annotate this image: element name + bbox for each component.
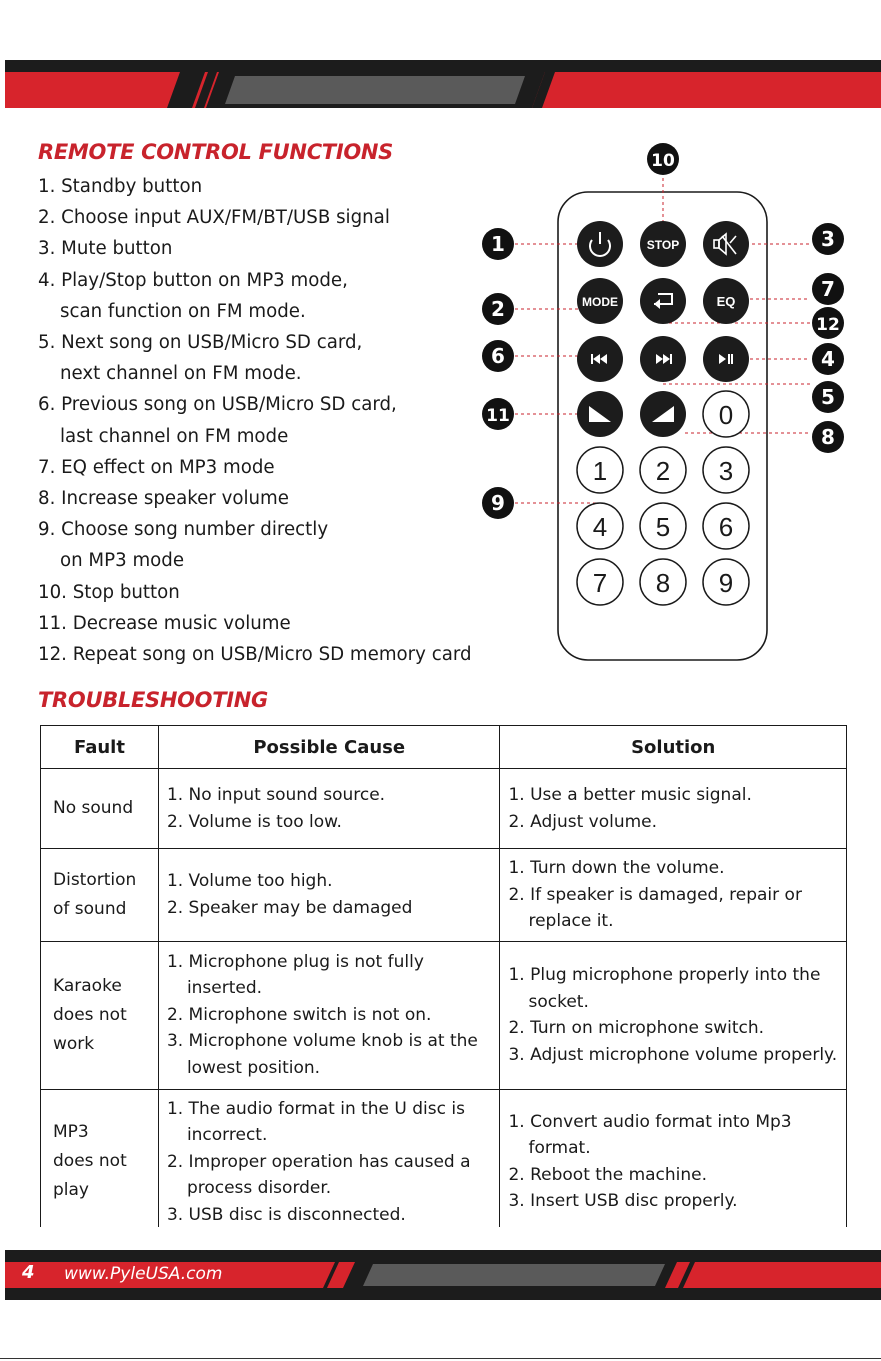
cause-cell <box>158 941 500 1089</box>
power-button <box>577 221 623 267</box>
function-item: last channel on FM mode <box>60 425 289 447</box>
digit-label: 4 <box>592 512 608 542</box>
remote-functions-title: REMOTE CONTROL FUNCTIONS <box>38 140 393 164</box>
digit-label: 5 <box>655 512 671 542</box>
fault-cell <box>41 849 159 942</box>
callout-10 <box>647 143 679 175</box>
function-item: 6. Previous song on USB/Micro SD card, <box>38 394 397 416</box>
function-item: 3. Mute button <box>38 238 173 260</box>
solution-item: 1. Turn down the volume. <box>508 858 725 878</box>
remote-control-diagram <box>470 140 870 674</box>
cause-cell <box>158 769 500 849</box>
callout-label: 4 <box>821 347 835 371</box>
fault-text: Distortion <box>53 869 137 890</box>
function-item: 4. Play/Stop button on MP3 mode, <box>38 269 348 291</box>
function-item: scan function on FM mode. <box>60 300 306 322</box>
table-header-row <box>41 726 847 769</box>
fault-text: work <box>53 1033 95 1054</box>
header-fault: Fault <box>41 726 159 769</box>
solution-item: 2. Turn on microphone switch. <box>508 1018 765 1038</box>
svg-text:MODE: MODE <box>582 295 618 309</box>
fault-cell <box>41 941 159 1089</box>
fault-cell <box>41 1089 159 1235</box>
solution-item: 1. Use a better music signal. <box>508 785 752 805</box>
callout-label: 11 <box>486 406 510 426</box>
callout-9 <box>482 487 514 519</box>
callout-label: 8 <box>821 425 835 449</box>
play-pause-button <box>703 336 749 382</box>
callout-2 <box>482 293 514 325</box>
cause-item: 2. Microphone switch is not on. <box>166 1004 432 1025</box>
digit-6-button[interactable] <box>703 503 749 549</box>
function-item: next channel on FM mode. <box>60 363 302 385</box>
mode-button <box>577 278 623 324</box>
callout-3 <box>812 223 844 255</box>
function-item: 9. Choose song number directly <box>38 519 329 541</box>
website-link[interactable]: www.PyleUSA.com <box>64 1264 223 1284</box>
cause-item: 2. Volume is too low. <box>166 811 342 832</box>
next-button <box>640 336 686 382</box>
digit-4-button[interactable] <box>577 503 623 549</box>
cause-cell <box>158 1089 500 1235</box>
function-item: 7. EQ effect on MP3 mode <box>38 456 275 478</box>
callout-label: 9 <box>491 491 505 515</box>
callout-label: 2 <box>491 297 505 321</box>
callout-label: 5 <box>821 385 835 409</box>
callout-label: 6 <box>491 344 505 368</box>
function-item: 8. Increase speaker volume <box>38 488 289 510</box>
function-item: 5. Next song on USB/Micro SD card, <box>38 332 363 354</box>
callout-label: 12 <box>816 315 840 335</box>
stop-button <box>640 221 686 267</box>
mute-button <box>703 221 749 267</box>
header-possible-cause: Possible Cause <box>158 726 500 769</box>
cause-item: 3. Microphone volume knob is at the lowest position. <box>166 1031 478 1078</box>
function-item: 2. Choose input AUX/FM/BT/USB signal <box>38 207 390 229</box>
callout-4 <box>812 343 844 375</box>
troubleshooting-title: TROUBLESHOOTING <box>38 688 268 712</box>
digit-9-button[interactable] <box>703 559 749 605</box>
function-item: 12. Repeat song on USB/Micro SD memory card <box>38 644 472 666</box>
solution-cell <box>500 769 847 849</box>
table-row <box>41 769 847 849</box>
function-item: on MP3 mode <box>60 550 185 572</box>
digit-8-button[interactable] <box>640 559 686 605</box>
svg-text:EQ: EQ <box>716 294 736 309</box>
solution-cell <box>500 941 847 1089</box>
fault-cell <box>41 769 159 849</box>
callout-12 <box>812 307 844 339</box>
fault-text: does not <box>53 1151 127 1172</box>
solution-cell <box>500 1089 847 1235</box>
header-banner <box>5 60 881 108</box>
troubleshooting-table <box>40 725 847 1235</box>
callout-label: 10 <box>651 151 675 171</box>
callout-11 <box>482 398 514 430</box>
callout-6 <box>482 340 514 372</box>
previous-button <box>577 336 623 382</box>
callout-label: 1 <box>491 232 505 256</box>
digit-label: 8 <box>655 568 671 598</box>
cause-item: 2. Improper operation has caused a process disorder. <box>166 1151 471 1198</box>
cause-item: 1. No input sound source. <box>166 785 386 805</box>
callout-8 <box>812 421 844 453</box>
callout-5 <box>812 381 844 413</box>
bottom-rule <box>0 1358 881 1359</box>
cause-item: 1. Volume too high. <box>166 871 333 892</box>
callout-label: 3 <box>821 227 835 251</box>
digit-1-button[interactable] <box>577 447 623 493</box>
solution-item: 3. Adjust microphone volume properly. <box>508 1044 838 1065</box>
callout-7 <box>812 273 844 305</box>
fault-text: does not <box>53 1004 127 1025</box>
cause-item: 3. USB disc is disconnected. <box>166 1204 406 1225</box>
cause-item: 1. Microphone plug is not fully inserted. <box>166 951 424 999</box>
digit-label: 6 <box>718 512 734 542</box>
digit-label: 2 <box>655 456 671 486</box>
digit-grid <box>577 447 749 605</box>
digit-2-button[interactable] <box>640 447 686 493</box>
table-row <box>41 941 847 1089</box>
digit-label: 3 <box>718 456 734 486</box>
fault-text: MP3 <box>53 1122 89 1143</box>
svg-text:0: 0 <box>718 400 734 430</box>
remote-functions-list <box>38 171 508 670</box>
solution-item: 3. Insert USB disc properly. <box>508 1191 738 1212</box>
solution-item: 2. If speaker is damaged, repair or replace it. <box>508 884 802 931</box>
function-item: 11. Decrease music volume <box>38 612 291 634</box>
page-number: 4 <box>22 1262 35 1283</box>
volume-down-button <box>577 391 623 437</box>
cause-cell <box>158 849 500 942</box>
digit-label: 1 <box>592 456 608 486</box>
callout-label: 7 <box>821 277 835 301</box>
digit-label: 9 <box>718 568 734 598</box>
function-item: 10. Stop button <box>38 581 180 603</box>
fault-text: Karaoke <box>53 975 122 996</box>
fault-text: No sound <box>53 798 134 818</box>
cause-item: 1. The audio format in the U disc is incorrect. <box>166 1098 465 1145</box>
digit-0-button <box>703 391 749 437</box>
solution-item: 2. Reboot the machine. <box>508 1164 708 1185</box>
digit-7-button[interactable] <box>577 559 623 605</box>
table-row <box>41 1089 847 1235</box>
repeat-button <box>640 278 686 324</box>
function-item: 1. Standby button <box>38 176 203 197</box>
svg-text:STOP: STOP <box>646 238 680 252</box>
digit-3-button[interactable] <box>703 447 749 493</box>
digit-label: 7 <box>592 568 608 598</box>
header-solution: Solution <box>500 726 847 769</box>
solution-item: 1. Convert audio format into Mp3 format. <box>508 1111 792 1159</box>
fault-text: play <box>53 1180 89 1201</box>
fault-text: of sound <box>53 898 127 919</box>
eq-button <box>703 278 749 324</box>
solution-item: 2. Adjust volume. <box>508 811 658 832</box>
cause-item: 2. Speaker may be damaged <box>166 897 413 918</box>
table-row <box>41 849 847 942</box>
callout-1 <box>482 228 514 260</box>
table-crop <box>0 1227 881 1249</box>
volume-up-button <box>640 391 686 437</box>
solution-item: 1. Plug microphone properly into the socket. <box>508 965 821 1012</box>
solution-cell <box>500 849 847 942</box>
digit-5-button[interactable] <box>640 503 686 549</box>
